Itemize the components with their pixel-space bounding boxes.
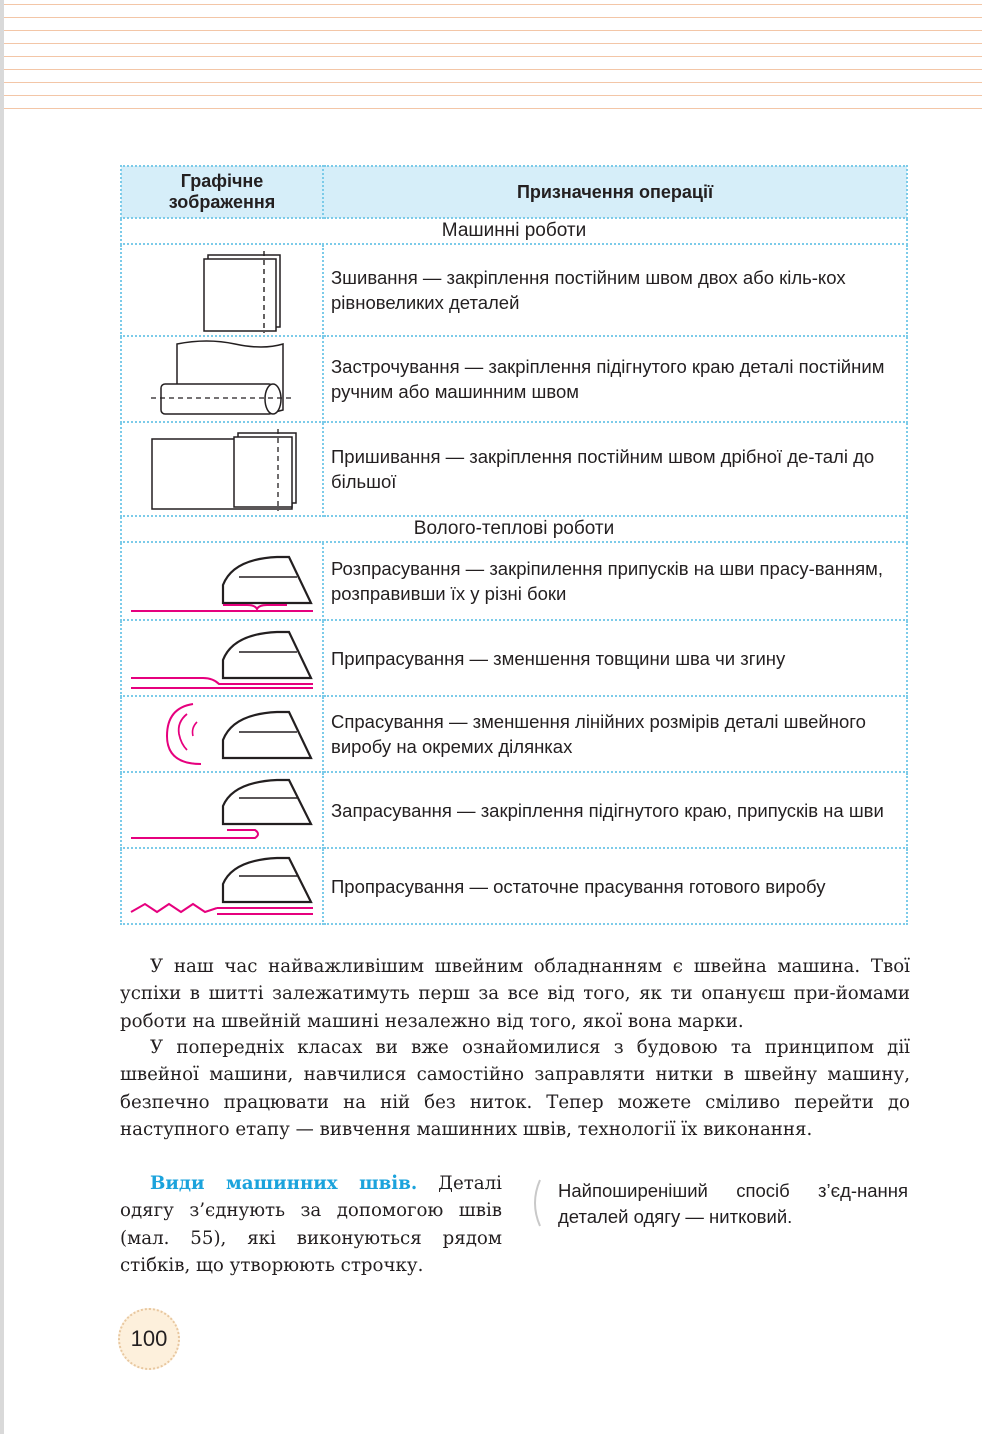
table-row bbox=[121, 772, 907, 848]
header-graphic: Графічне зображення bbox=[121, 166, 323, 218]
seam-attach-icon bbox=[121, 422, 323, 516]
row-text: Пропрасування — остаточне прасування готового виробу bbox=[323, 848, 907, 924]
table-row bbox=[121, 542, 907, 620]
row-text: Застрочування — закріплення підігнутого краю деталі постійним ручним або машинним швом bbox=[323, 336, 907, 422]
iron-shrink-icon bbox=[121, 696, 323, 772]
paragraph-3 bbox=[120, 1170, 502, 1279]
table-header-row bbox=[121, 166, 907, 218]
iron-press-open-icon bbox=[121, 542, 323, 620]
paragraph-1 bbox=[120, 953, 910, 1035]
row-text: Спрасування — зменшення лінійних розмірів деталі швейного виробу на окремих ділянках bbox=[323, 696, 907, 772]
table-row bbox=[121, 244, 907, 336]
paragraph-1-text: У наш час найважливішим швейним обладнанням є швейна машина. Твої успіхи в шитті залежатимуть перш за все від того, як ти опануєш при-йомами роботи на швейній машині незалежно від того, якої вона марки. bbox=[120, 956, 910, 1032]
ruled-lines-decoration bbox=[4, 0, 982, 110]
section-title-wet-heat: Волого-теплові роботи bbox=[121, 516, 907, 542]
sidenote: Найпоширеніший спосіб з’єд-нання деталей одягу — нитковий. bbox=[558, 1180, 908, 1227]
section-heading-highlight: Види машинних швів. bbox=[150, 1173, 418, 1194]
sidenote-bracket-icon bbox=[528, 1178, 544, 1228]
iron-finish-icon bbox=[121, 848, 323, 924]
row-text: Запрасування — закріплення підігнутого краю, припусків на шви bbox=[323, 772, 907, 848]
row-text: Припрасування — зменшення товщини шва чи згину bbox=[323, 620, 907, 696]
iron-press-fold-icon bbox=[121, 772, 323, 848]
table-row bbox=[121, 848, 907, 924]
table-row bbox=[121, 336, 907, 422]
section-row bbox=[121, 218, 907, 244]
iron-press-flat-icon bbox=[121, 620, 323, 696]
seam-hem-stitch-icon bbox=[121, 336, 323, 422]
header-purpose: Призначення операції bbox=[323, 166, 907, 218]
paragraph-3-text: Деталі одягу з’єднують за допомогою швів (мал. 55), які виконуються рядом стібків, що утворюють строчку. bbox=[120, 1173, 502, 1276]
paragraph-2 bbox=[120, 1034, 910, 1143]
paragraph-2-text: У попередніх класах ви вже ознайомилися з будовою та принципом дії швейної машини, навчилися самостійно заправляти нитки в швейну машину, безпечно працювати на ній без ниток. Тепер можете сміливо перейти до наступного етапу — вивчення машинних швів, технології їх виконання. bbox=[120, 1037, 910, 1140]
row-text: Пришивання — закріплення постійним швом дрібної де-талі до більшої bbox=[323, 422, 907, 516]
row-text: Розпрасування — закріпилення припусків на шви прасу-ванням, розправивши їх у різні боки bbox=[323, 542, 907, 620]
table-row bbox=[121, 620, 907, 696]
section-title-machine: Машинні роботи bbox=[121, 218, 907, 244]
row-text: Зшивання — закріплення постійним швом двох або кіль-кох рівновеликих деталей bbox=[323, 244, 907, 336]
page-edge bbox=[0, 0, 4, 1434]
table-row bbox=[121, 422, 907, 516]
seam-joining-icon bbox=[121, 244, 323, 336]
operations-table bbox=[120, 165, 908, 925]
section-row bbox=[121, 516, 907, 542]
table-row bbox=[121, 696, 907, 772]
page-number: 100 bbox=[118, 1308, 180, 1370]
